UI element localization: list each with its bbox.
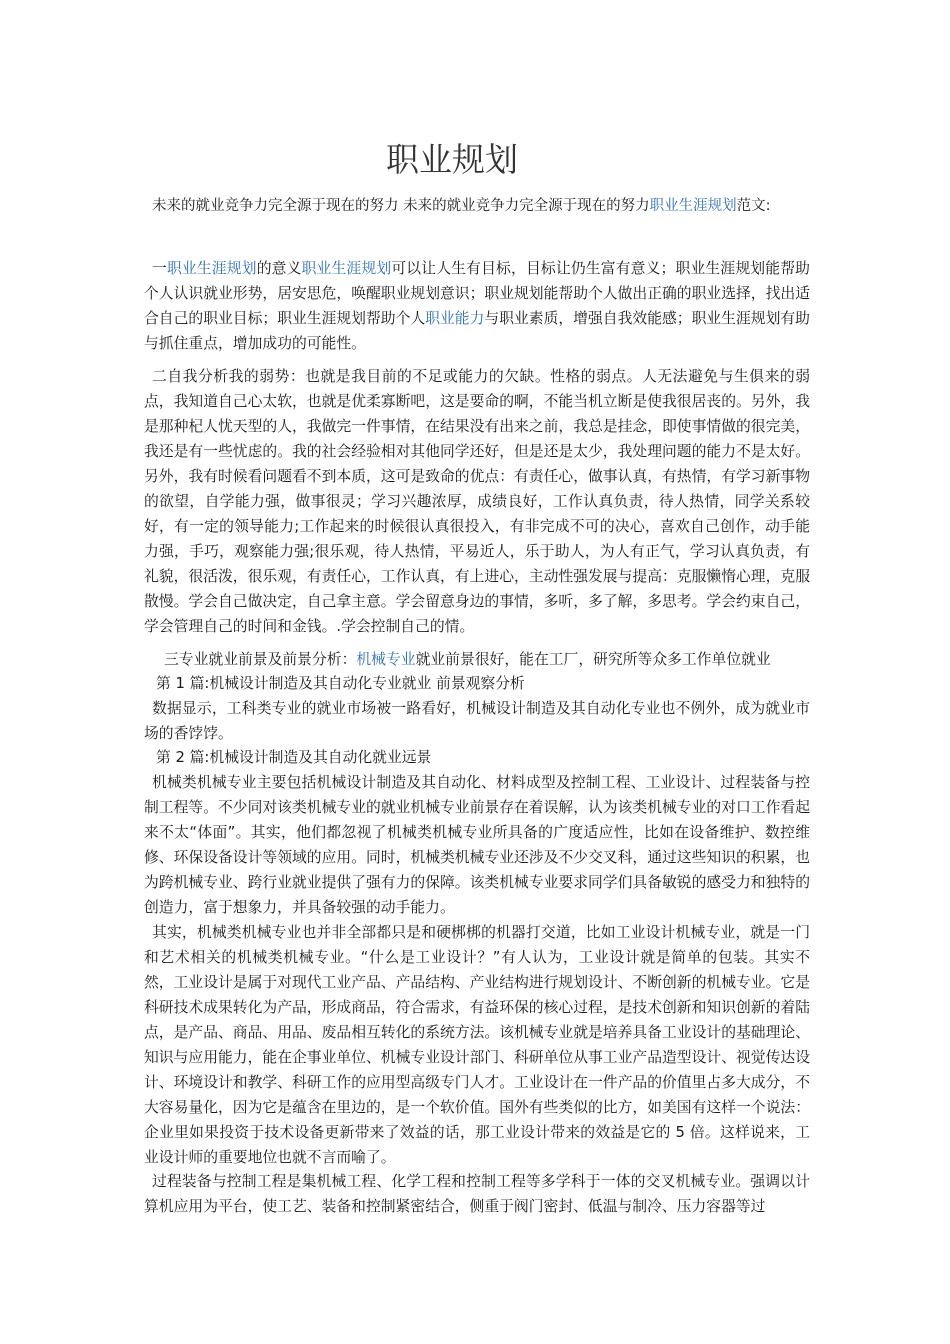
paragraph-mechanical-majors: 机械类机械专业主要包括机械设计制造及其自动化、材料成型及控制工程、工业设计、过程装备与控制工程等。不少同对该类机械专业的就业机械专业前景存在着误解，认为该类机械专业的对口工作看起来不太“体面”。其实，他们都忽视了机械类机械专业所具备的广度适应性，比如在设备维护、数控维修、环保设备设计等领域的应用。同时，机械类机械专业还涉及不少交叉科，通过这些知识的积累，也为跨机械专业、跨行业就业提供了强有力的保障。该类机械专业要求同学们具备敏锐的感受力和独特的创造力，富于想象力，并具备较强的动手能力。 <box>144 774 810 916</box>
career-planning-link[interactable]: 职业生涯规划 <box>166 260 257 277</box>
subtitle-suffix: 范文: <box>736 198 771 214</box>
p1-text-1: 一 <box>152 260 167 277</box>
paragraph-process-equipment: 过程装备与控制工程是集机械工程、化学工程和控制工程等多学科于一体的交叉机械专业。强调以计算机应用为平台，使工艺、装备和控制紧密结合，侧重于阀门密封、低温与制冷、压力容器等过 <box>144 1173 810 1215</box>
page-title: 职业规划 <box>386 140 518 179</box>
p3-text-1: 三专业就业前景及前景分析： <box>164 651 357 668</box>
p1-text-3: 可以让人生有目标，目标让仍生富有意义；职业生涯规划能帮助个人认识就业形势，居安思危，唤醒职业规划意识；职业规划能帮助个人做出正确的职业选择，找出适合自己的职业目标；职业生涯规划帮助个人 <box>144 260 810 327</box>
heading-article-2: 第 2 篇:机械设计制造及其自动化就业远景 <box>156 749 432 766</box>
career-planning-link[interactable]: 职业生涯规划 <box>301 260 392 277</box>
p1-text-2: 的意义 <box>256 260 302 277</box>
mechanical-major-link[interactable]: 机械专业 <box>356 651 416 668</box>
career-ability-link[interactable]: 职业能力 <box>425 310 485 327</box>
subtitle-line <box>152 195 832 217</box>
p3-text-2: 就业前景很好，能在工厂，研究所等众多工作单位就业 <box>415 651 771 668</box>
p1-text-4: 与职业素质，增强自我效能感；职业生涯规划有助与抓住重点，增加成功的可能性。 <box>144 310 810 352</box>
paragraph-self-analysis: 二自我分析我的弱势：也就是我目前的不足或能力的欠缺。性格的弱点。人无法避免与生俱来的弱点，我知道自己心太软，也就是优柔寡断吧，这是要命的啊，不能当机立断是使我很居丧的。另外，我是那种杞人忧天型的人，我做完一件事情，在结果没有出来之前，我总是挂念，即使事情做的很完美，我还是有一些忧虑的。我的社会经验相对其他同学还好，但是还是太少，我处理问题的能力不是太好。另外，我有时候看问题看不到本质，这可是致命的优点：有责任心，做事认真，有热情，有学习新事物的欲望，自学能力强，做事很灵；学习兴趣浓厚，成绩良好，工作认真负责，待人热情，同学关系较好，有一定的领导能力;工作起来的时候很认真很投入，有非完成不可的决心，喜欢自己创作，动手能力强，手巧，观察能力强;很乐观，待人热情，平易近人，乐于助人，为人有正气，学习认真负责，有礼貌，很活泼，很乐观，有责任心，工作认真，有上进心，主动性强发展与提高：克服懒惰心理，克服散慢。学会自己做决定，自己拿主意。学会留意身边的事情，多听，多了解，多思考。学会约束自己，学会管理自己的时间和金钱。.学会控制自己的情。 <box>144 368 810 635</box>
heading-article-1: 第 1 篇:机械设计制造及其自动化专业就业 前景观察分析 <box>156 675 525 692</box>
paragraph-prospects <box>144 647 810 672</box>
career-planning-link[interactable]: 职业生涯规划 <box>649 198 737 214</box>
paragraph-significance <box>144 256 810 356</box>
paragraph-industrial-design: 其实，机械类机械专业也并非全部都只是和硬梆梆的机器打交道，比如工业设计机械专业，就是一门和艺术相关的机械类机械专业。“什么是工业设计？”有人认为，工业设计就是简单的包装。其实不然，工业设计是属于对现代工业产品、产品结构、产业结构进行规划设计、不断创新的机械专业。它是科研技术成果转化为产品，形成商品，符合需求，有益环保的核心过程，是技术创新和知识创新的着陆点，是产品、商品、用品、废品相互转化的系统方法。该机械专业就是培养具备工业设计的基础理论、知识与应用能力，能在企事业单位、机械专业设计部门、科研单位从事工业产品造型设计、视觉传达设计、环境设计和教学、科研工作的应用型高级专门人才。工业设计在一件产品的价值里占多大成分，不大容易量化，因为它是蕴含在里边的，是一个软价值。国外有些类似的比方，如美国有这样一个说法：企业里如果投资于技术设备更新带来了效益的话，那工业设计带来的效益是它的 5 倍。这样说来，工业设计师的重要地位也就不言而喻了。 <box>144 924 810 1166</box>
paragraph-data: 数据显示，工科类专业的就业市场被一路看好，机械设计制造及其自动化专业也不例外，成为就业市场的香饽饽。 <box>144 700 810 742</box>
subtitle-text: 未来的就业竞争力完全源于现在的努力 未来的就业竞争力完全源于现在的努力 <box>152 198 650 214</box>
